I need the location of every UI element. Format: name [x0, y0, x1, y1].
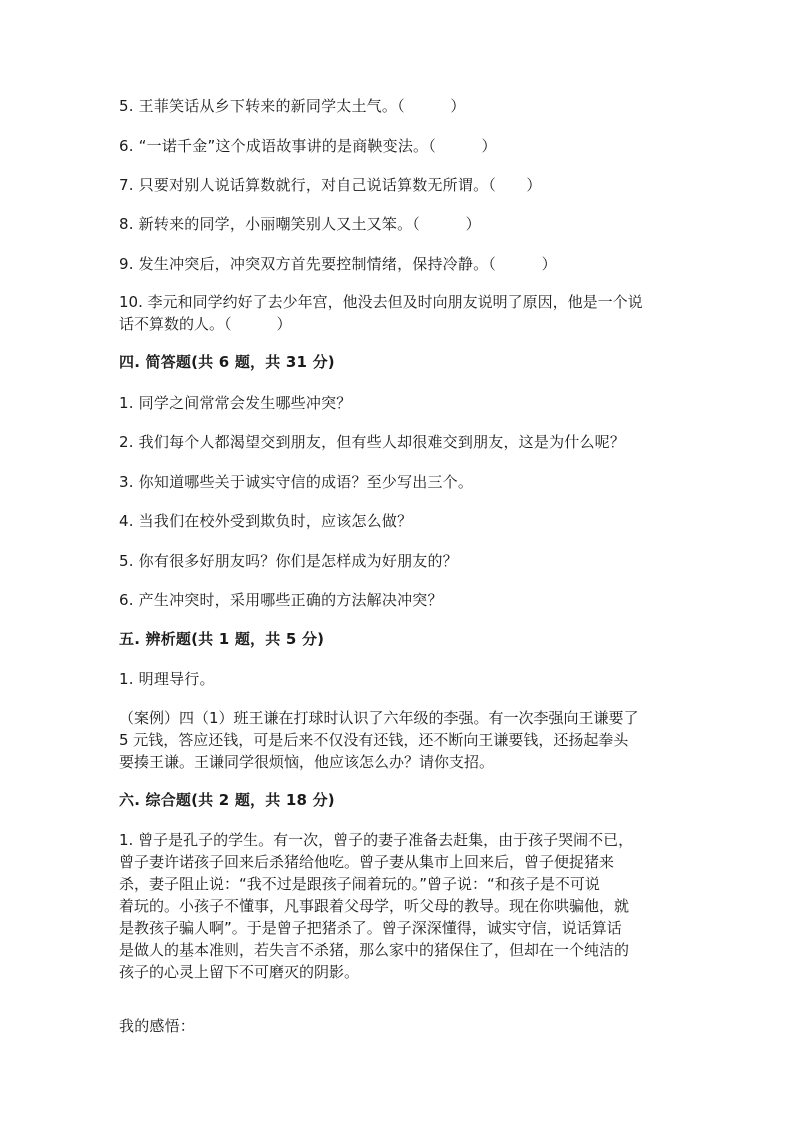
story-line: 孩子的心灵上留下不可磨灭的阴影。	[119, 963, 360, 981]
judgement-question-10	[119, 291, 679, 335]
story-line: 着玩的。小孩子不懂事，凡事跟着父母学，听父母的教导。现在你哄骗他，就	[119, 897, 630, 915]
section-6-title: 六. 综合题(共 2 题，共 18 分)	[119, 791, 335, 809]
judgement-question-5: 5. 王菲笑话从乡下转来的新同学太土气。（ ）	[119, 97, 466, 115]
judgement-question-10-line: 10. 李元和同学约好了去少年宫，他没去但及时向朋友说明了原因，他是一个说	[119, 293, 643, 311]
short-answer-question-5: 5. 你有很多好朋友吗？你们是怎样成为好朋友的？	[119, 552, 458, 570]
short-answer-question-2: 2. 我们每个人都渴望交到朋友，但有些人却很难交到朋友，这是为什么呢？	[119, 433, 626, 451]
judgement-question-6: 6. “一诺千金”这个成语故事讲的是商鞅变法。（ ）	[119, 137, 497, 155]
feeling-label: 我的感悟：	[119, 1017, 196, 1035]
story-line: 是教孩子骗人啊”。于是曾子把猪杀了。曾子深深懂得，诚实守信，说话算话	[119, 919, 622, 937]
section-4-title: 四. 简答题(共 6 题，共 31 分)	[119, 353, 335, 371]
short-answer-question-1: 1. 同学之间常常会发生哪些冲突？	[119, 394, 352, 412]
short-answer-question-6: 6. 产生冲突时，采用哪些正确的方法解决冲突？	[119, 591, 443, 609]
section-5-title: 五. 辨析题(共 1 题，共 5 分)	[119, 630, 325, 648]
judgement-question-8: 8. 新转来的同学，小丽嘲笑别人又土又笨。（ ）	[119, 215, 481, 233]
story-line: 杀，妻子阻止说：“我不过是跟孩子闹着玩的。”曾子说：“和孩子是不可说	[119, 875, 600, 893]
comprehensive-question-1	[119, 829, 679, 983]
analysis-case-line: 5 元钱，答应还钱，可是后来不仅没有还钱，还不断向王谦要钱，还扬起拳头	[119, 731, 629, 749]
short-answer-question-4: 4. 当我们在校外受到欺负时，应该怎么做？	[119, 512, 413, 530]
analysis-question-1: 1. 明理导行。	[119, 670, 215, 688]
story-line: 是做人的基本准则，若失言不杀猪，那么家中的猪保住了，但却在一个纯洁的	[119, 941, 630, 959]
analysis-case-line: （案例）四（1）班王谦在打球时认识了六年级的李强。有一次李强向王谦要了	[119, 709, 639, 727]
judgement-question-9: 9. 发生冲突后，冲突双方首先要控制情绪，保持冷静。（ ）	[119, 255, 557, 273]
analysis-case	[119, 707, 679, 773]
judgement-question-7: 7. 只要对别人说话算数就行，对自己说话算数无所谓。（ ）	[119, 176, 542, 194]
judgement-question-10-line: 话不算数的人。（ ）	[119, 315, 292, 333]
short-answer-question-3: 3. 你知道哪些关于诚实守信的成语？至少写出三个。	[119, 473, 474, 491]
analysis-case-line: 要揍王谦。王谦同学很烦恼，他应该怎么办？请你支招。	[119, 753, 495, 771]
story-line: 曾子妻许诺孩子回来后杀猪给他吃。曾子妻从集市上回来后，曾子便捉猪来	[119, 853, 615, 871]
story-line: 1. 曾子是孔子的学生。有一次，曾子的妻子准备去赶集，由于孩子哭闹不已，	[119, 831, 634, 849]
